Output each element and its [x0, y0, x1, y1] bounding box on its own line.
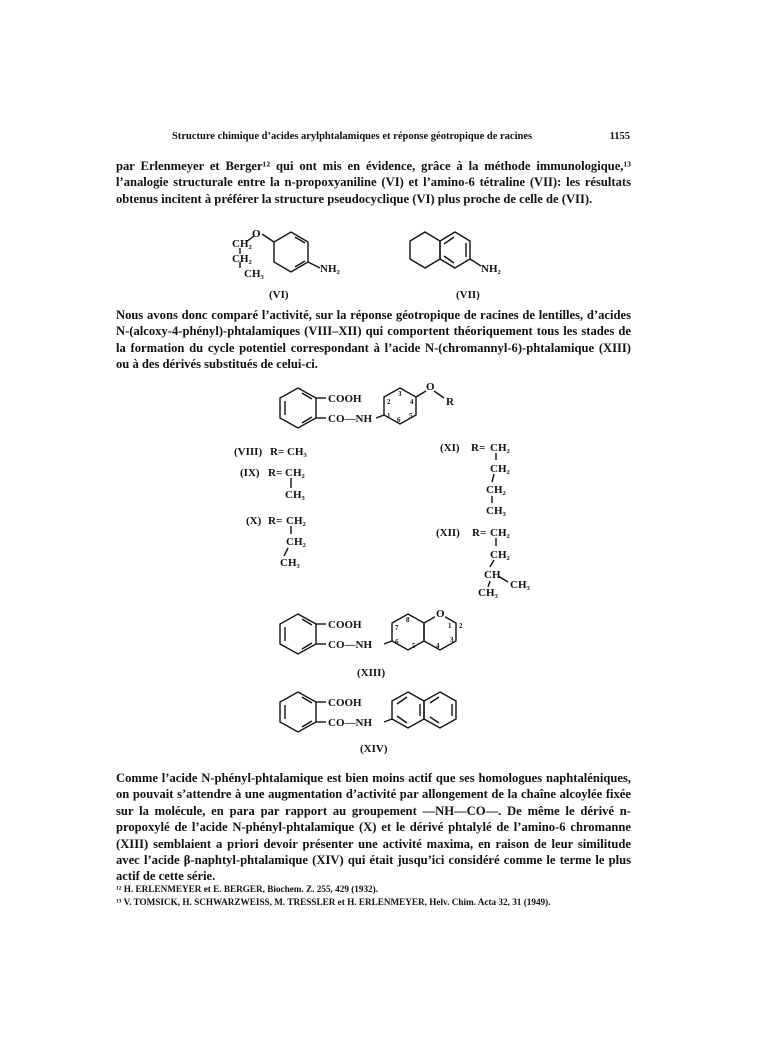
xiii-num-1: 1 — [448, 622, 452, 630]
general-num-2: 2 — [387, 398, 391, 406]
xii-line2: CH₂ — [490, 549, 510, 561]
structure-general-viii-xii — [270, 378, 500, 438]
label-viii: (VIII) — [234, 446, 263, 458]
general-num-3: 3 — [398, 390, 402, 398]
xi-line3: CH₂ — [486, 484, 506, 496]
xiv-cooh: COOH — [328, 697, 362, 709]
structure-xi — [440, 439, 550, 519]
vii-nh2: NH₂ — [481, 263, 501, 275]
general-conh: CO—NH — [328, 413, 372, 425]
structure-xiii — [270, 604, 500, 664]
label-vii: (VII) — [456, 289, 480, 301]
general-num-6: 6 — [397, 416, 401, 424]
general-r: R — [446, 396, 454, 408]
vi-ch2-b: CH₂ — [232, 253, 252, 265]
structure-x — [246, 512, 326, 572]
formula-viii: R= CH₃ — [270, 446, 307, 458]
xii-line3: CH — [484, 569, 501, 581]
xi-line1: CH₂ — [490, 442, 510, 454]
xiv-conh: CO—NH — [328, 717, 372, 729]
structure-xii — [436, 524, 556, 604]
running-header — [172, 131, 630, 142]
xiii-num-5: 5 — [412, 642, 416, 650]
general-num-5: 5 — [409, 412, 413, 420]
ix-line2: CH₃ — [285, 489, 305, 501]
xiii-num-6: 6 — [395, 638, 399, 646]
xiii-num-4: 4 — [436, 642, 440, 650]
structure-xiv — [270, 682, 500, 742]
label-vi: (VI) — [269, 289, 289, 301]
xi-label: (XI) — [440, 442, 460, 454]
xii-line5: CH₃ — [478, 587, 498, 599]
footnote-12: ¹² H. ERLENMEYER et E. BERGER, Biochem. Z. 255, 429 (1932). — [116, 884, 378, 894]
xiii-cooh: COOH — [328, 619, 362, 631]
structure-vi — [228, 222, 378, 287]
paragraph-2: Nous avons donc comparé l’activité, sur la réponse géotropique de racines de lentilles, d’acides N-(alcoxy-4-phényl)-phtalamiques (VIII–XII) qui comportent théoriquement tous les stades de la formation du cycle potentiel correspondant à l’acide N-(chromannyl-6)-phtalamique (XIII) ou à des dérivés substitués de celui-ci. — [116, 308, 631, 372]
xi-line2: CH₂ — [490, 463, 510, 475]
vi-nh2: NH₂ — [320, 263, 340, 275]
paragraph-3: Comme l’acide N-phényl-phtalamique est bien moins actif que ses homologues naphtaléniques, on pouvait s’attendre à une augmentation d’activité par allongement de la chaîne alcoylée fixée sur la molécule, en para par rapport au groupement —NH—CO—. De même le dérivé n-propoxylé de l’acide N-phényl-phtalamique (X) et le dérivé phtalylé de l’amino-6 chromanne (XIII) semblaient a priori devoir présenter une activité maxima, en raison de leur similitude avec l’acide β-naphtyl-phtalamique (XIV) qui était jusqu’ici considéré comme le terme le plus actif de cette série. — [116, 771, 631, 884]
xiii-num-7: 7 — [395, 624, 399, 632]
footnote-13: ¹³ V. TOMSICK, H. SCHWARZWEISS, M. TRESSLER et H. ERLENMEYER, Helv. Chim. Acta 32, 31 (1949). — [116, 897, 551, 907]
ix-label: (IX) — [240, 467, 260, 479]
running-title: Structure chimique d’acides arylphtalamiques et réponse géotropique de racines — [172, 131, 533, 142]
structure-vii — [395, 222, 535, 287]
label-xiv: (XIV) — [360, 743, 388, 755]
label-xiii: (XIII) — [357, 667, 386, 679]
x-line2: CH₂ — [286, 536, 306, 548]
general-oxygen: O — [426, 381, 435, 393]
xii-r: R= — [472, 527, 487, 539]
vi-ch3: CH₃ — [244, 268, 264, 280]
xiii-num-2: 2 — [459, 622, 463, 630]
x-line1: CH₂ — [286, 515, 306, 527]
x-line3: CH₃ — [280, 557, 300, 569]
vi-oxygen: O — [252, 228, 261, 240]
ix-line1: CH₂ — [285, 467, 305, 479]
ix-r: R= — [268, 467, 283, 479]
xi-r: R= — [471, 442, 486, 454]
xiii-conh: CO—NH — [328, 639, 372, 651]
general-num-1: 1 — [387, 412, 391, 420]
xiii-num-8: 8 — [406, 616, 410, 624]
vi-ch2-a: CH₂ — [232, 238, 252, 250]
paragraph-1: par Erlenmeyer et Berger¹² qui ont mis en évidence, grâce à la méthode immunologique,¹³ l’analogie structurale entre la n-propoxyaniline (VI) et l’amino-6 tétraline (VII): les résultats obtenus incitent à préférer la structure pseudocyclique (VI) plus proche de celle de (VII). — [116, 159, 631, 206]
xiii-oxygen: O — [436, 608, 445, 620]
xii-line4: CH₃ — [510, 579, 530, 591]
xii-label: (XII) — [436, 527, 460, 539]
xiii-num-3: 3 — [450, 636, 454, 644]
x-label: (X) — [246, 515, 262, 527]
page-number: 1155 — [609, 131, 630, 142]
general-num-4: 4 — [410, 398, 414, 406]
xii-line1: CH₂ — [490, 527, 510, 539]
general-cooh: COOH — [328, 393, 362, 405]
xi-line4: CH₃ — [486, 505, 506, 517]
structure-ix — [240, 464, 320, 504]
x-r: R= — [268, 515, 283, 527]
